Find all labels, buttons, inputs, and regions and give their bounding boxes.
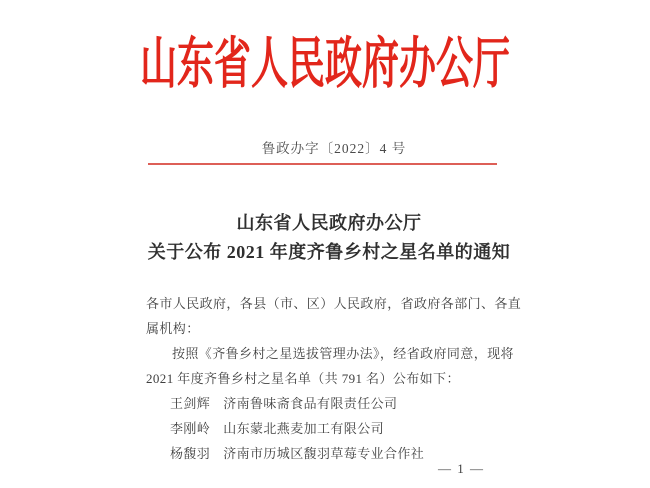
awardee-organization: 山东蒙北燕麦加工有限公司 xyxy=(223,421,385,436)
salutation-line: 各市人民政府，各县（市、区）人民政府，省政府各部门、各直 xyxy=(146,296,522,311)
awardee-name: 王剑辉 xyxy=(170,396,211,411)
document-title-line1: 山东省人民政府办公厅 xyxy=(236,213,422,233)
document-number: 鲁政办字〔2022〕4 号 xyxy=(261,141,407,156)
document-body xyxy=(146,291,526,466)
red-divider-line xyxy=(148,163,497,165)
awardee-name: 杨馥羽 xyxy=(170,446,211,461)
star-list-row xyxy=(146,391,526,416)
document-title xyxy=(4,209,650,267)
page-number: — 1 — xyxy=(438,461,485,476)
awardee-organization: 济南市历城区馥羽草莓专业合作社 xyxy=(223,446,425,461)
intro-line: 按照《齐鲁乡村之星选拔管理办法》，经省政府同意，现将 xyxy=(172,346,514,361)
awardee-name: 李刚岭 xyxy=(170,421,211,436)
awardee-organization: 济南鲁味斋食品有限责任公司 xyxy=(223,396,398,411)
star-list-row xyxy=(146,416,526,441)
document-title-line2: 关于公布 2021 年度齐鲁乡村之星名单的通知 xyxy=(147,242,511,262)
letterhead xyxy=(0,36,650,96)
letterhead-issuer-title: 山东省人民政府办公厅 xyxy=(140,34,510,96)
salutation-line: 属机构： xyxy=(146,321,200,336)
intro-line: 2021 年度齐鲁乡村之星名单（共 791 名）公布如下： xyxy=(146,371,460,386)
